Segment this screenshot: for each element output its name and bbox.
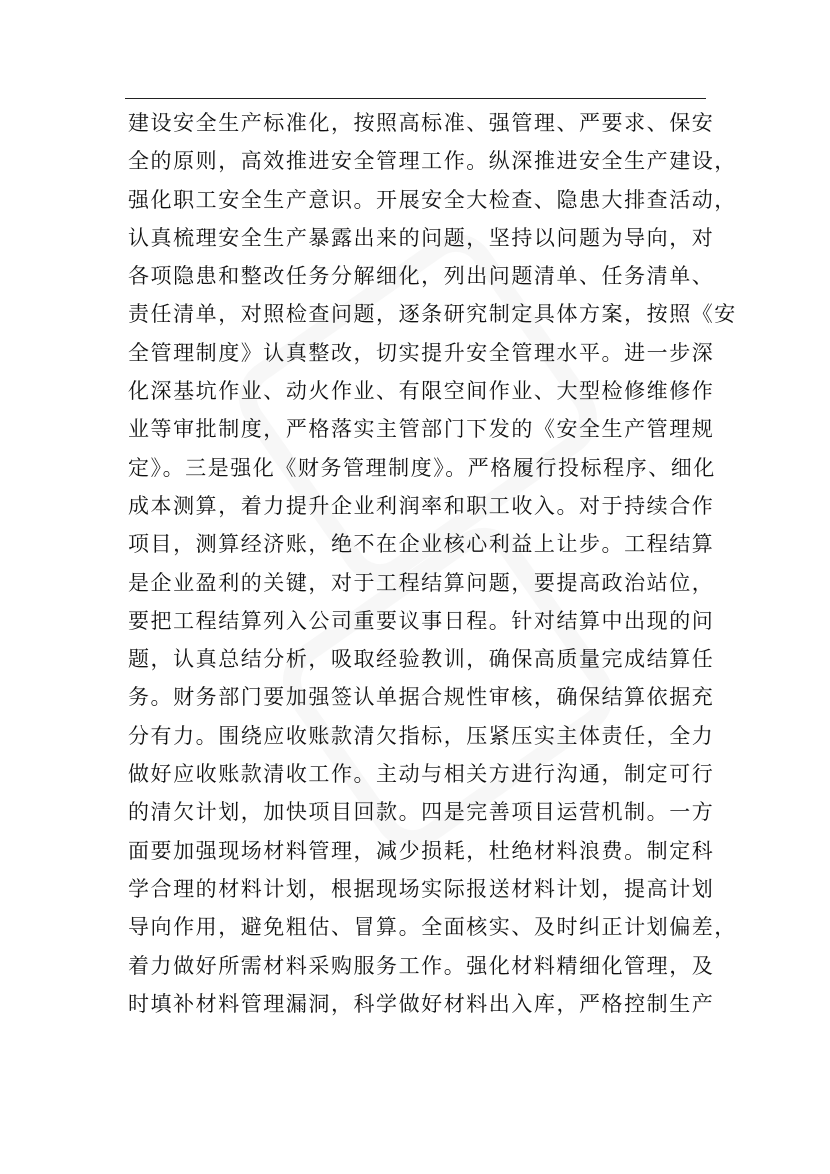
text-line: 强化职工安全生产意识。开展安全大检查、隐患大排查活动， [128, 187, 737, 212]
text-line: 建设安全生产标准化，按照高标准、强管理、严要求、保安 [128, 111, 715, 135]
text-line: 题，认真总结分析，吸取经验教训，确保高质量完成结算任 [128, 647, 715, 672]
text-line: 着力做好所需材料采购服务工作。强化材料精细化管理，及 [128, 953, 715, 978]
text-line: 的清欠计划，加快项目回款。四是完善项目运营机制。一方 [128, 800, 715, 825]
text-line: 责任清单，对照检查问题，逐条研究制定具体方案，按照《安 [128, 302, 737, 327]
text-line: 要把工程结算列入公司重要议事日程。针对结算中出现的问 [128, 608, 715, 633]
text-line: 成本测算，着力提升企业利润率和职工收入。对于持续合作 [128, 493, 715, 518]
text-line: 项目，测算经济账，绝不在企业核心利益上让步。工程结算 [128, 532, 715, 557]
text-line: 导向作用，避免粗估、冒算。全面核实、及时纠正计划偏差， [128, 915, 737, 940]
text-line: 务。财务部门要加强签认单据合规性审核，确保结算依据充 [128, 685, 715, 710]
text-line: 分有力。围绕应收账款清欠指标，压紧压实主体责任，全力 [128, 723, 715, 748]
text-line: 全的原则，高效推进安全管理工作。纵深推进安全生产建设， [128, 149, 737, 174]
text-line: 时填补材料管理漏洞，科学做好材料出入库，严格控制生产 [128, 991, 715, 1016]
text-line: 学合理的材料计划，根据现场实际报送材料计划，提高计划 [128, 876, 715, 901]
header-rule [125, 98, 706, 99]
document-body [128, 104, 737, 1023]
text-line: 面要加强现场材料管理，减少损耗，杜绝材料浪费。制定科 [128, 838, 715, 863]
text-line: 认真梳理安全生产暴露出来的问题，坚持以问题为导向，对 [128, 225, 715, 250]
text-line: 是企业盈利的关键，对于工程结算问题，要提高政治站位， [128, 570, 715, 595]
text-line: 做好应收账款清收工作。主动与相关方进行沟通，制定可行 [128, 762, 715, 787]
text-line: 全管理制度》认真整改，切实提升安全管理水平。进一步深 [128, 340, 715, 365]
text-line: 定》。三是强化《财务管理制度》。严格履行投标程序、细化 [128, 455, 716, 480]
text-line: 业等审批制度，严格落实主管部门下发的《安全生产管理规 [128, 417, 715, 442]
text-line: 化深基坑作业、动火作业、有限空间作业、大型检修维修作 [128, 379, 715, 404]
text-line: 各项隐患和整改任务分解细化，列出问题清单、任务清单、 [128, 264, 715, 289]
